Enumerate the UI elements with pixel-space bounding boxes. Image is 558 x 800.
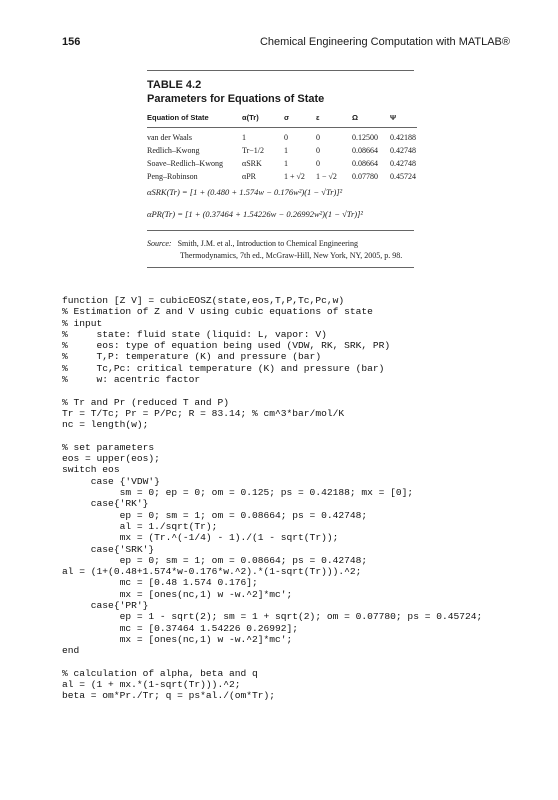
code-line: beta = om*Pr./Tr; q = ps*al./(om*Tr); bbox=[62, 690, 276, 702]
source-line-1: Smith, J.M. et al., Introduction to Chemical Engineering bbox=[177, 239, 359, 248]
code-line: case{'SRK'} bbox=[62, 543, 155, 555]
source-label: Source: bbox=[147, 239, 172, 248]
code-line: ep = 0; sm = 1; om = 0.08664; ps = 0.42748; bbox=[62, 554, 368, 566]
code-line: mx = [ones(nc,1) w -w.^2]*mc'; bbox=[62, 633, 293, 645]
matlab-code-listing bbox=[62, 295, 482, 702]
code-line: mc = [0.48 1.574 0.176]; bbox=[62, 577, 258, 589]
table-cell: 0.08664 bbox=[352, 159, 378, 168]
code-line: switch eos bbox=[62, 464, 120, 476]
table-cell: αPR bbox=[242, 172, 256, 181]
code-line: nc = length(w); bbox=[62, 419, 149, 431]
table-cell: 0.42188 bbox=[390, 133, 416, 142]
table-cell: Peng–Robinson bbox=[147, 172, 198, 181]
table-cell: 1 bbox=[284, 159, 288, 168]
table-row bbox=[147, 128, 417, 145]
table-cell: 0 bbox=[316, 133, 320, 142]
table-cell: Tr−1/2 bbox=[242, 146, 265, 155]
equation-alpha-pr: αPR(Tr) = [1 + (0.37464 + 1.54226w − 0.26992w²)(1 − √Tr)]² bbox=[147, 209, 363, 219]
running-header bbox=[62, 36, 510, 52]
code-line: function [Z V] = cubicEOSZ(state,eos,T,P,Tc,Pc,w) bbox=[62, 295, 345, 306]
table-cell: 0.07780 bbox=[352, 172, 378, 181]
col-header: Ω bbox=[352, 112, 390, 128]
code-line: ep = 1 - sqrt(2); sm = 1 + sqrt(2); om = 0.07780; ps = 0.45724; bbox=[62, 611, 483, 623]
code-line: % Estimation of Z and V using cubic equations of state bbox=[62, 306, 373, 318]
parameters-table bbox=[147, 112, 417, 183]
code-line: % set parameters bbox=[62, 441, 155, 453]
table-source-rule bbox=[147, 230, 414, 231]
table-header-row bbox=[147, 112, 417, 128]
code-line: al = 1./sqrt(Tr); bbox=[62, 520, 218, 532]
table-row bbox=[147, 170, 417, 183]
table-cell: αSRK bbox=[242, 159, 262, 168]
code-line: end bbox=[62, 645, 80, 657]
table-cell: Soave–Redlich–Kwong bbox=[147, 159, 223, 168]
source-line-2: Thermodynamics, 7th ed., McGraw-Hill, New York, NY, 2005, p. 98. bbox=[180, 251, 403, 260]
page-number: 156 bbox=[62, 36, 81, 48]
table-row bbox=[147, 157, 417, 170]
code-line: mx = (Tr.^(-1/4) - 1)./(1 - sqrt(Tr)); bbox=[62, 532, 339, 544]
table-cell: 0 bbox=[316, 159, 320, 168]
code-line: % input bbox=[62, 317, 103, 329]
table-cell: 0.08664 bbox=[352, 146, 378, 155]
table-cell: 0.42748 bbox=[390, 146, 416, 155]
table-cell: 0 bbox=[284, 133, 288, 142]
code-line: al = (1 + mx.*(1-sqrt(Tr))).^2; bbox=[62, 679, 241, 691]
table-cell: van der Waals bbox=[147, 133, 192, 142]
table-cell: Redlich–Kwong bbox=[147, 146, 200, 155]
code-line: % state: fluid state (liquid: L, vapor: V) bbox=[62, 328, 327, 340]
code-line: mc = [0.37464 1.54226 0.26992]; bbox=[62, 622, 299, 634]
code-line: % T,P: temperature (K) and pressure (bar) bbox=[62, 351, 322, 363]
table-bottom-rule bbox=[147, 267, 414, 268]
code-line: % w: acentric factor bbox=[62, 374, 201, 386]
table-row bbox=[147, 144, 417, 157]
code-line: % Tc,Pc: critical temperature (K) and pressure (bar) bbox=[62, 362, 385, 374]
table-cell: 0.12500 bbox=[352, 133, 378, 142]
table-cell: 0.42748 bbox=[390, 159, 416, 168]
code-line: % eos: type of equation being used (VDW, RK, SRK, PR) bbox=[62, 340, 391, 352]
code-line: % calculation of alpha, beta and q bbox=[62, 667, 258, 679]
code-line: case {'VDW'} bbox=[62, 475, 160, 487]
table-cell: 0 bbox=[316, 146, 320, 155]
book-title: Chemical Engineering Computation with MATLAB® bbox=[259, 36, 510, 48]
col-header: α(Tr) bbox=[242, 112, 284, 128]
equation-alpha-srk: αSRK(Tr) = [1 + (0.480 + 1.574w − 0.176w²)(1 − √Tr)]² bbox=[147, 187, 343, 197]
col-header: σ bbox=[284, 112, 316, 128]
code-line: case{'RK'} bbox=[62, 498, 149, 510]
code-line: sm = 0; ep = 0; om = 0.125; ps = 0.42188; mx = [0]; bbox=[62, 487, 414, 499]
table-source bbox=[147, 238, 414, 262]
code-line: case{'PR'} bbox=[62, 600, 149, 612]
table-label: TABLE 4.2 bbox=[147, 79, 202, 91]
table-caption: Parameters for Equations of State bbox=[147, 93, 325, 105]
col-header: Equation of State bbox=[147, 112, 242, 128]
table-cell: 1 bbox=[284, 146, 288, 155]
code-line: al = (1+(0.48+1.574*w-0.176*w.^2).*(1-sqrt(Tr))).^2; bbox=[62, 566, 362, 578]
col-header: Ψ bbox=[390, 112, 417, 128]
table-top-rule bbox=[147, 70, 414, 71]
table-cell: 1 + √2 bbox=[284, 172, 305, 181]
code-line: % Tr and Pr (reduced T and P) bbox=[62, 396, 229, 408]
table-cell: 0.45724 bbox=[390, 172, 416, 181]
code-line: Tr = T/Tc; Pr = P/Pc; R = 83.14; % cm^3*bar/mol/K bbox=[62, 407, 345, 419]
code-line: ep = 0; sm = 1; om = 0.08664; ps = 0.42748; bbox=[62, 509, 368, 521]
table-cell: 1 bbox=[242, 133, 246, 142]
code-line: eos = upper(eos); bbox=[62, 453, 160, 465]
code-line: mx = [ones(nc,1) w -w.^2]*mc'; bbox=[62, 588, 293, 600]
table-cell: 1 − √2 bbox=[316, 172, 337, 181]
col-header: ε bbox=[316, 112, 352, 128]
